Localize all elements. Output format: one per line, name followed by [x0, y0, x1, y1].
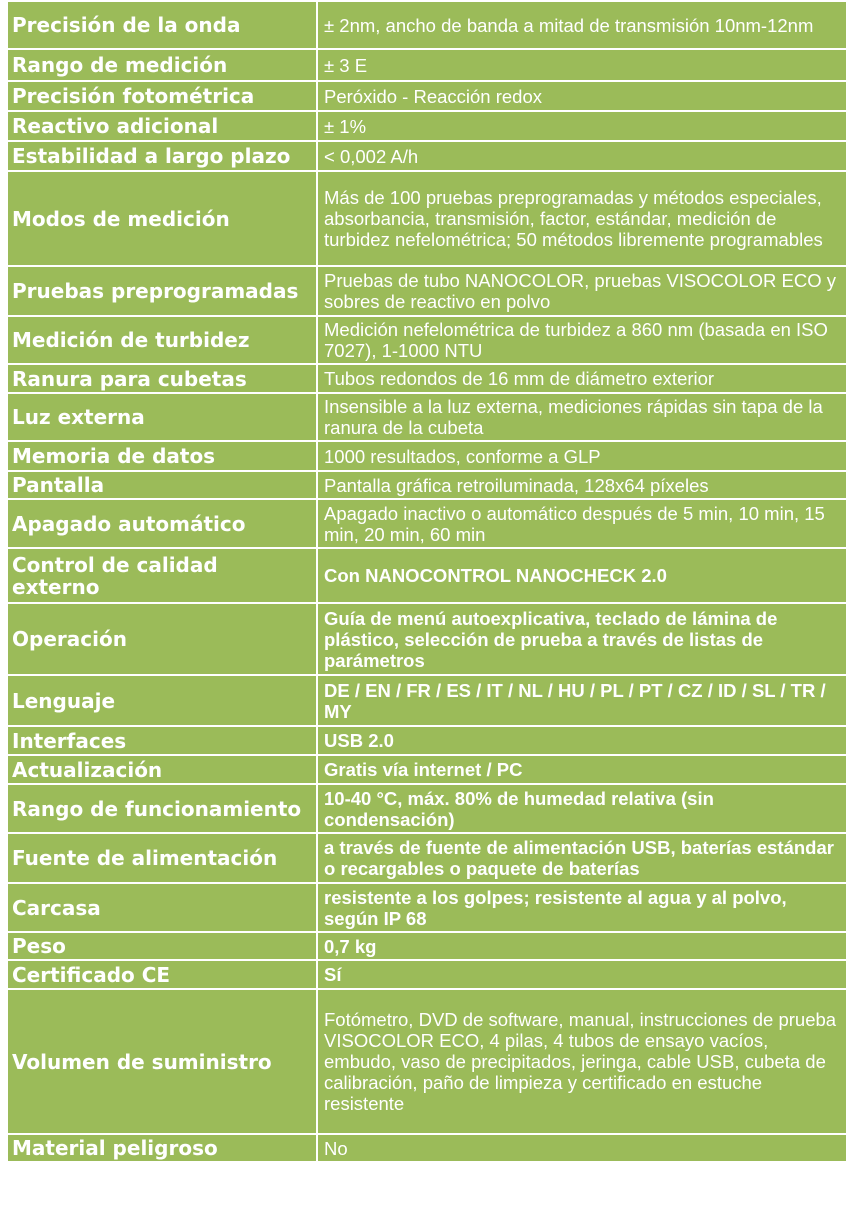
- table-row: [7, 141, 847, 171]
- row-label: Pruebas preprogramadas: [7, 266, 317, 316]
- table-row: [7, 316, 847, 364]
- row-label: Interfaces: [7, 726, 317, 755]
- row-label: Modos de medición: [7, 171, 317, 266]
- table-row: [7, 548, 847, 603]
- table-row: [7, 364, 847, 393]
- row-value: ± 1%: [317, 111, 847, 141]
- row-label: Rango de medición: [7, 49, 317, 81]
- row-value: Pruebas de tubo NANOCOLOR, pruebas VISOCOLOR ECO y sobres de reactivo en polvo: [317, 266, 847, 316]
- table-row: [7, 499, 847, 548]
- table-row: [7, 755, 847, 784]
- row-value: ± 3 E: [317, 49, 847, 81]
- row-label: Rango de funcionamiento: [7, 784, 317, 833]
- table-row: [7, 266, 847, 316]
- table-row: [7, 883, 847, 932]
- row-label: Certificado CE: [7, 960, 317, 989]
- row-label: Material peligroso: [7, 1134, 317, 1162]
- row-value: Apagado inactivo o automático después de 5 min, 10 min, 15 min, 20 min, 60 min: [317, 499, 847, 548]
- row-value: Con NANOCONTROL NANOCHECK 2.0: [317, 548, 847, 603]
- row-value: Insensible a la luz externa, mediciones rápidas sin tapa de la ranura de la cubeta: [317, 393, 847, 441]
- row-label: Actualización: [7, 755, 317, 784]
- table-row: [7, 81, 847, 111]
- row-value: Pantalla gráfica retroiluminada, 128x64 píxeles: [317, 471, 847, 499]
- table-row: [7, 471, 847, 499]
- row-label: Precisión fotométrica: [7, 81, 317, 111]
- row-label: Reactivo adicional: [7, 111, 317, 141]
- row-value: a través de fuente de alimentación USB, baterías estándar o recargables o paquete de baterías: [317, 833, 847, 883]
- table-row: [7, 49, 847, 81]
- row-label: Volumen de suministro: [7, 989, 317, 1134]
- table-row: [7, 171, 847, 266]
- row-label: Estabilidad a largo plazo: [7, 141, 317, 171]
- table-row: [7, 726, 847, 755]
- row-value: < 0,002 A/h: [317, 141, 847, 171]
- table-row: [7, 603, 847, 675]
- row-value: Peróxido - Reacción redox: [317, 81, 847, 111]
- row-value: 10-40 °C, máx. 80% de humedad relativa (sin condensación): [317, 784, 847, 833]
- row-value: DE / EN / FR / ES / IT / NL / HU / PL / PT / CZ / ID / SL / TR / MY: [317, 675, 847, 726]
- row-label: Luz externa: [7, 393, 317, 441]
- row-value: Sí: [317, 960, 847, 989]
- row-value: Fotómetro, DVD de software, manual, instrucciones de prueba VISOCOLOR ECO, 4 pilas, 4 tubos de ensayo vacíos, embudo, vaso de precipitados, jeringa, cable USB, cubeta de calibración, paño de limpieza y certificado en estuche resistente: [317, 989, 847, 1134]
- row-label: Lenguaje: [7, 675, 317, 726]
- row-label: Apagado automático: [7, 499, 317, 548]
- table-row: [7, 989, 847, 1134]
- row-label: Peso: [7, 932, 317, 960]
- table-row: [7, 393, 847, 441]
- row-value: USB 2.0: [317, 726, 847, 755]
- table-row: [7, 932, 847, 960]
- row-label: Precisión de la onda: [7, 1, 317, 49]
- row-value: Gratis vía internet / PC: [317, 755, 847, 784]
- table-row: [7, 960, 847, 989]
- row-value: No: [317, 1134, 847, 1162]
- row-label: Control de calidad externo: [7, 548, 317, 603]
- row-value: resistente a los golpes; resistente al agua y al polvo, según IP 68: [317, 883, 847, 932]
- row-label: Pantalla: [7, 471, 317, 499]
- table-row: [7, 441, 847, 471]
- row-value: Medición nefelométrica de turbidez a 860 nm (basada en ISO 7027), 1-1000 NTU: [317, 316, 847, 364]
- table-row: [7, 111, 847, 141]
- table-row: [7, 1134, 847, 1162]
- row-value: Guía de menú autoexplicativa, teclado de lámina de plástico, selección de prueba a través de listas de parámetros: [317, 603, 847, 675]
- row-value: 0,7 kg: [317, 932, 847, 960]
- row-label: Medición de turbidez: [7, 316, 317, 364]
- row-label: Operación: [7, 603, 317, 675]
- row-label: Carcasa: [7, 883, 317, 932]
- row-label: Fuente de alimentación: [7, 833, 317, 883]
- table-row: [7, 833, 847, 883]
- table-row: [7, 675, 847, 726]
- row-label: Memoria de datos: [7, 441, 317, 471]
- row-value: ± 2nm, ancho de banda a mitad de transmisión 10nm-12nm: [317, 1, 847, 49]
- spec-table: [6, 0, 848, 1163]
- row-value: Más de 100 pruebas preprogramadas y métodos especiales, absorbancia, transmisión, factor, estándar, medición de turbidez nefelométrica; 50 métodos libremente programables: [317, 171, 847, 266]
- table-row: [7, 784, 847, 833]
- row-value: Tubos redondos de 16 mm de diámetro exterior: [317, 364, 847, 393]
- row-label: Ranura para cubetas: [7, 364, 317, 393]
- row-value: 1000 resultados, conforme a GLP: [317, 441, 847, 471]
- table-row: [7, 1, 847, 49]
